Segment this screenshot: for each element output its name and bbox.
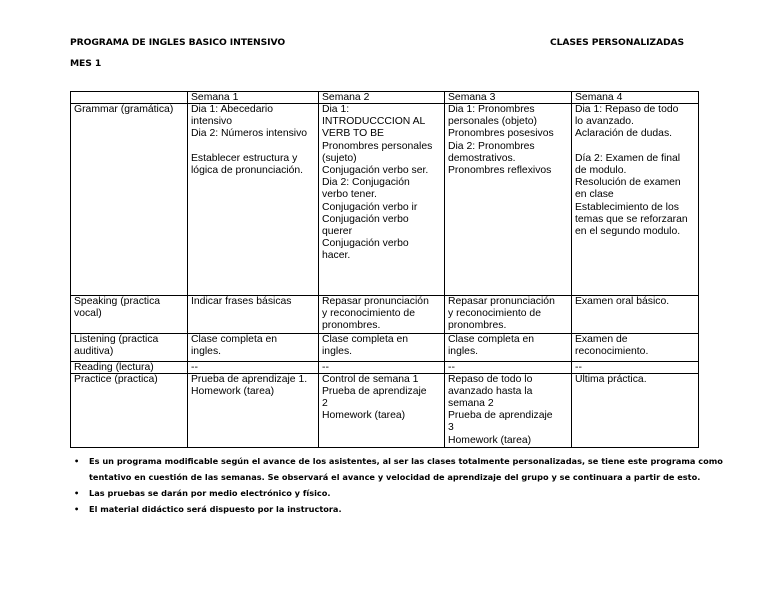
cell-line: -- [322,361,329,373]
note-item [74,485,714,501]
row-label [71,296,188,334]
cell-line [575,141,695,153]
table-cell [188,373,319,447]
note-text: El material didáctico será dispuesto por la instructora. [89,504,342,514]
cell-line: de modulo. [575,165,627,176]
cell-line: (sujeto) [322,152,357,164]
cell-line: Repasar pronunciación [322,296,429,307]
cell-line: -- [191,361,198,373]
table-cell [188,104,319,296]
table-cell [319,333,445,361]
cell-line: Prueba de aprendizaje [448,410,553,422]
month-label: MES 1 [70,58,102,69]
cell-line: en clase [575,189,614,201]
cell-line: -- [575,361,582,373]
table-cell [572,104,699,296]
cell-line: Reading (lectura) [74,361,154,373]
cell-line: Dia 2: Números intensivo [191,128,308,140]
cell-line: reconocimiento. [575,345,649,357]
bullet-icon: • [74,488,80,498]
cell-line: semana 2 [448,398,494,410]
cell-line: pronombres. [322,320,381,332]
column-header: Semana 1 [188,92,319,104]
row-label [71,104,188,296]
table-cell [445,361,572,373]
table-cell [445,333,572,361]
document-subtitle: CLASES PERSONALIZADAS [550,37,685,48]
cell-line: avanzado hasta la [448,385,533,397]
cell-line: Resolución de examen [575,177,681,189]
table-cell [572,333,699,361]
bullet-icon: • [74,456,80,466]
cell-line: Pronombres posesivos [448,128,554,140]
cell-line: y reconocimiento de [322,308,415,320]
cell-line: Indicar frases básicas [191,296,292,307]
table-cell [188,361,319,373]
cell-line: ingles. [191,345,222,357]
cell-line: intensivo [191,116,233,128]
cell-line: ingles. [448,345,479,357]
cell-line: ingles. [322,345,353,357]
cell-line [191,141,315,153]
column-header [71,92,188,104]
cell-line: Prueba de aprendizaje [322,385,427,397]
cell-line: Repasar pronunciación [448,296,555,307]
cell-line: verbo tener. [322,189,377,201]
cell-line: temas que se reforzaran [575,213,688,225]
table-cell [572,373,699,447]
cell-line: Conjugación verbo [322,213,409,225]
cell-line: lo avanzado. [575,116,634,128]
cell-line: Speaking (practica [74,296,161,307]
cell-line: 3 [448,422,454,434]
table-row [71,296,699,334]
column-header: Semana 4 [572,92,699,104]
bullet-icon: • [74,504,80,514]
cell-line: Dia 2: Pronombres [448,140,535,152]
cell-line: Conjugación verbo ir [322,201,418,213]
cell-line: Control de semana 1 [322,373,419,385]
cell-line: Repaso de todo lo [448,373,533,385]
cell-line: Clase completa en [191,333,278,345]
cell-line: y reconocimiento de [448,308,541,320]
table-cell [319,104,445,296]
cell-line: hacer. [322,250,351,262]
cell-line: -- [448,361,455,373]
schedule-table [70,91,699,448]
cell-line: Pronombres personales [322,140,433,152]
cell-line: Dia 2: Conjugación [322,177,410,189]
cell-line: personales (objeto) [448,116,537,128]
row-label [71,361,188,373]
cell-line: querer [322,226,353,238]
table-cell [572,361,699,373]
cell-line: Homework (tarea) [322,410,406,422]
cell-line: Dia 1: Pronombres [448,104,535,115]
cell-line: Examen oral básico. [575,296,670,307]
note-item [74,453,723,485]
cell-line: Ultima práctica. [575,373,647,385]
cell-line: Pronombres reflexivos [448,165,552,177]
document-title: PROGRAMA DE INGLES BASICO INTENSIVO [70,37,286,48]
cell-line: Aclaración de dudas. [575,128,673,140]
cell-line: Establecimiento de los [575,201,679,213]
cell-line: Listening (practica [74,333,159,345]
cell-line: Homework (tarea) [191,385,275,397]
cell-line: Homework (tarea) [448,434,532,446]
note-text: Es un programa modificable según el avance de los asistentes, al ser las clases totalmente personalizadas, se tiene este programa como [89,456,723,466]
table-cell [319,373,445,447]
column-header: Semana 3 [445,92,572,104]
cell-line: Dia 1: Repaso de todo [575,104,679,115]
cell-line: VERB TO BE [322,128,384,140]
cell-line: auditiva) [74,345,114,357]
cell-line: lógica de pronunciación. [191,165,304,176]
row-label [71,333,188,361]
table-header-row [71,92,699,104]
table-row [71,373,699,447]
cell-line: Establecer estructura y [191,152,298,164]
table-cell [188,296,319,334]
cell-line: Grammar (gramática) [74,104,174,115]
table-cell [319,296,445,334]
cell-line: INTRODUCCCION AL [322,116,426,128]
table-cell [188,333,319,361]
table-cell [572,296,699,334]
cell-line: Clase completa en [322,333,409,345]
cell-line: demostrativos. [448,152,516,164]
cell-line: Dia 1: Abecedario [191,104,274,115]
table-row [71,104,699,296]
note-text: tentativo en cuestión de las semanas. Se observará el avance y velocidad de aprendizaje del grupo y se continuara a partir de esto. [89,472,701,482]
note-item [74,501,714,517]
column-header: Semana 2 [319,92,445,104]
table-row [71,361,699,373]
cell-line: vocal) [74,308,102,320]
cell-line: Conjugación verbo [322,238,409,250]
cell-line: 2 [322,398,328,410]
cell-line: Conjugación verbo ser. [322,165,429,177]
table-cell [445,373,572,447]
cell-line: Practice (practica) [74,373,158,385]
cell-line: Examen de [575,333,628,345]
notes-list [74,453,723,517]
cell-line: Clase completa en [448,333,535,345]
cell-line: Prueba de aprendizaje 1. [191,373,308,385]
cell-line: Dia 1: [322,104,350,115]
row-label [71,373,188,447]
table-cell [445,296,572,334]
cell-line: Día 2: Examen de final [575,152,681,164]
note-text: Las pruebas se darán por medio electrónico y físico. [89,488,331,498]
table-row [71,333,699,361]
cell-line: pronombres. [448,320,507,332]
cell-line: en el segundo modulo. [575,226,681,238]
table-cell [445,104,572,296]
table-cell [319,361,445,373]
